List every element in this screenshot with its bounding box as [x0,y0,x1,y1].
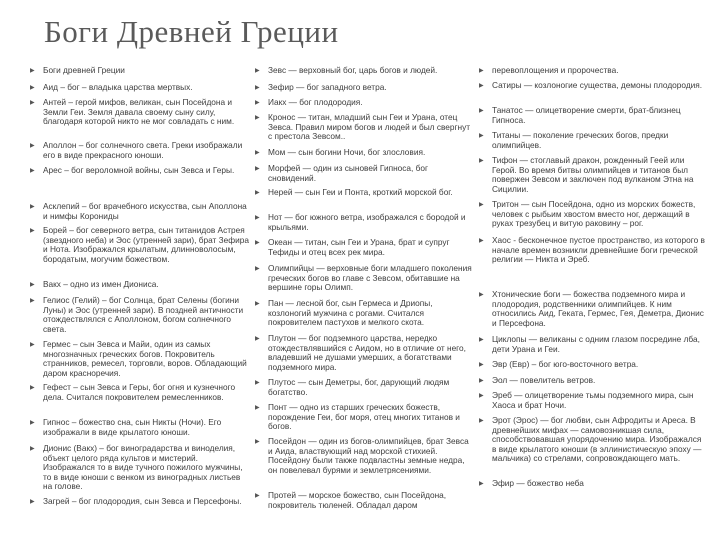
list-item-text: Вакх – одно из имен Диониса. [43,279,159,289]
list-item [253,83,475,93]
bullet-arrow-icon: ▶ [479,238,484,244]
list-item [28,340,250,378]
list-item [477,200,705,229]
list-item-text: Плутон — бог подземного царства, нередко отождествлявшийся с Аидом, но в отличие от него, владевший не душами умерших, а богатствами подземного мира. [268,333,466,372]
list-item-text: Хаос - бесконечное пустое пространство, из которого в начале времен возникли древнейшие боги греческой религии — Никта и Эреб. [492,235,705,265]
list-item [253,98,475,108]
list-item-text: Аид – бог – владыка царства мертвых. [43,82,193,92]
list-item-text: Нот — бог южного ветра, изображался с бородой и крыльями. [268,212,466,232]
bullet-arrow-icon: ▶ [30,168,35,174]
list-item [477,335,705,354]
bullet-arrow-icon: ▶ [479,337,484,343]
bullet-arrow-icon: ▶ [479,202,484,208]
list-item [253,403,475,432]
list-item [28,280,250,290]
list-item [28,296,250,334]
list-item-text: Кронос — титан, младший сын Геи и Урана, отец Зевса. Правил миром богов и людей и был свергнут с престола Зевсом.. [268,112,471,142]
bullet-arrow-icon: ▶ [479,83,484,89]
list-item [253,264,475,293]
list-item-text: Океан — титан, сын Геи и Урана, брат и супруг Тефиды и отец всех рек мира. [268,237,450,257]
bullet-arrow-icon: ▶ [30,446,35,452]
list-item [477,391,705,410]
list-item-text: Танатос — олицетворение смерти, брат-близнец Гипноса. [492,105,681,125]
bullet-arrow-icon: ▶ [30,204,35,210]
list-item-text: перевоплощения и пророчества. [492,65,619,75]
list-item [253,437,475,475]
list-item [477,360,705,370]
list-item-text: Зевс — верховный бог, царь богов и людей. [268,65,438,75]
list-item-text: Аполлон – бог солнечного света. Греки изображали его в виде прекрасного юноши. [43,140,243,160]
list-item-text: Сатиры — козлоногие существа, демоны плодородия. [492,80,703,90]
bullet-arrow-icon: ▶ [30,420,35,426]
page-title: Боги Древней Греции [44,14,339,49]
bullet-arrow-icon: ▶ [479,158,484,164]
list-item-text: Загрей – бог плодородия, сын Зевса и Персефоны. [43,496,242,506]
bullet-arrow-icon: ▶ [255,301,260,307]
list-item [253,299,475,328]
list-item [28,444,250,492]
bullet-arrow-icon: ▶ [255,336,260,342]
list-item [28,98,250,127]
bullet-arrow-icon: ▶ [30,385,35,391]
bullet-arrow-icon: ▶ [479,68,484,74]
list-item-text: Циклопы — великаны с одним глазом посредине лба, дети Урана и Геи. [492,334,700,354]
bullet-arrow-icon: ▶ [30,282,35,288]
list-item-text: Эол — повелитель ветров. [492,375,596,385]
list-item-text: Хтонические боги — божества подземного мира и плодородия, родственники олимпийцев. К ним относились Аид, Геката, Гермес, Гея, Деметра, Дионис и Персефона. [492,289,704,328]
list-item-text: Плутос — сын Деметры, бог, дарующий людям богатство. [268,377,450,397]
list-item [28,497,250,507]
bullet-arrow-icon: ▶ [479,362,484,368]
list-item [477,376,705,386]
list-item [253,378,475,397]
list-item-text: Тритон — сын Посейдона, одно из морских божеств, человек с рыбьим хвостом вместо ног, держащий в руках трезубец и витую раковину – рог. [492,199,696,229]
bullet-arrow-icon: ▶ [479,393,484,399]
list-item-text: Мом — сын богини Ночи, бог злословия. [268,147,426,157]
bullet-arrow-icon: ▶ [30,85,35,91]
list-item-text: Протей — морское божество, сын Посейдона, покровитель тюленей. Обладал даром [268,490,447,510]
list-item [28,202,250,221]
list-item [253,491,475,510]
bullet-arrow-icon: ▶ [479,418,484,424]
list-item-text: Эфир — божество неба [492,478,584,488]
list-item [253,188,475,198]
list-item-text: Морфей — один из сыновей Гипноса, бог сновидений. [268,163,429,183]
bullet-arrow-icon: ▶ [255,266,260,272]
bullet-arrow-icon: ▶ [479,292,484,298]
bullet-arrow-icon: ▶ [30,100,35,106]
bullet-arrow-icon: ▶ [30,298,35,304]
list-item-text: Пан — лесной бог, сын Гермеса и Дриопы, козлоногий мужчина с рогами. Считался покровителем пастухов и мелкого скота. [268,298,433,328]
list-item-text: Боги древней Греции [43,65,125,75]
list-item-text: Эреб — олицетворение тьмы подземного мира, сын Хаоса и брат Ночи. [492,390,694,410]
list-item [28,83,250,93]
list-item-text: Асклепий – бог врачебного искусства, сын Аполлона и нимфы Корониды [43,201,247,221]
bullet-arrow-icon: ▶ [255,115,260,121]
bullet-arrow-icon: ▶ [255,68,260,74]
list-item [253,148,475,158]
bullet-arrow-icon: ▶ [30,228,35,234]
bullet-arrow-icon: ▶ [479,133,484,139]
bullet-arrow-icon: ▶ [479,378,484,384]
bullet-arrow-icon: ▶ [479,108,484,114]
list-item-text: Гефест – сын Зевса и Геры, бог огня и кузнечного дела. Считался покровителем ремесленников. [43,382,236,402]
list-item-text: Иакх — бог плодородия. [268,97,363,107]
list-item [477,416,705,464]
bullet-arrow-icon: ▶ [255,190,260,196]
list-item-text: Эвр (Евр) – бог юго-восточного ветра. [492,359,639,369]
list-item [28,383,250,402]
list-item [477,156,705,194]
bullet-arrow-icon: ▶ [255,405,260,411]
list-item-text: Понт — одно из старших греческих божеств, порождение Геи, бог моря, отец многих титанов и богов. [268,402,460,432]
list-item [253,334,475,372]
bullet-arrow-icon: ▶ [30,499,35,505]
list-item [477,81,705,91]
bullet-arrow-icon: ▶ [255,240,260,246]
list-item-text: Тифон — стоглавый дракон, рожденный Геей или Герой. Во время битвы олимпийцев и титанов был повержен Зевсом и заключен под вулканом Этна на Сицилии. [492,155,694,194]
list-item-text: Гипнос – божество сна, сын Никты (Ночи). Его изображали в виде крылатого юноши. [43,417,222,437]
bullet-arrow-icon: ▶ [255,100,260,106]
list-item [253,164,475,183]
bullet-arrow-icon: ▶ [30,342,35,348]
list-item [253,238,475,257]
bullet-arrow-icon: ▶ [255,380,260,386]
list-item-text: Эрот (Эрос) — бог любви, сын Афродиты и Ареса. В древнейших мифах — самовозникшая сила, способствовавшая упорядочению мира. Изображался в виде крылатого юноши (в эллинистическую эпоху — мальчика) со стрелами, сопровождающего мать. [492,415,702,464]
list-item [477,290,705,328]
list-item [253,66,475,76]
list-item-text: Олимпийцы — верховные боги младшего поколения греческих богов во главе с Зевсом, обитавшие на вершине горы Олимп. [268,263,472,293]
list-item-text: Гермес – сын Зевса и Майи, один из самых многозначных греческих богов. Покровитель странников, ремесел, торговли, воров. Обладающий даром красноречия. [43,339,247,378]
list-item [477,479,705,489]
list-item-text: Борей – бог северного ветра, сын титанидов Астрея (звездного неба) и Эос (утренней зари), брат Зефира и Нота. Изображался крылатым, длинноволосым, бородатым, могучим божеством. [43,225,249,264]
bullet-arrow-icon: ▶ [255,215,260,221]
bullet-arrow-icon: ▶ [30,143,35,149]
list-item-text: Посейдон — один из богов-олимпийцев, брат Зевса и Аида, властвующий над морской стихией. Посейдону были также подвластны земные недра, он повелевал бурями и землетрясениями. [268,436,469,475]
list-item [28,418,250,437]
bullet-arrow-icon: ▶ [30,68,35,74]
list-item [28,66,250,76]
bullet-arrow-icon: ▶ [255,439,260,445]
list-item [28,166,250,176]
list-item [253,113,475,142]
bullet-arrow-icon: ▶ [255,493,260,499]
list-item [477,106,705,125]
list-item-text: Дионис (Вакх) – бог виноградарства и виноделия, объект целого ряда культов и мистерий. Изображался то в виде тучного пожилого мужчины, то в виде юноши с венком из виноградных листьев на голове. [43,443,243,492]
list-item [477,66,705,76]
list-item [477,236,705,265]
list-item-text: Нерей — сын Геи и Понта, кроткий морской бог. [268,187,453,197]
bullet-arrow-icon: ▶ [479,481,484,487]
bullet-arrow-icon: ▶ [255,150,260,156]
list-item-text: Антей – герой мифов, великан, сын Посейдона и Земли Геи. Земля давала своему сыну силу, благодаря которой никто не мог совладать с ним. [43,97,235,127]
bullet-arrow-icon: ▶ [255,166,260,172]
list-item-text: Арес – бог вероломной войны, сын Зевса и Геры. [43,165,235,175]
list-item-text: Титаны — поколение греческих богов, предки олимпийцев. [492,130,669,150]
list-item [253,213,475,232]
list-item-text: Гелиос (Гелий) – бог Солнца, брат Селены (богини Луны) и Эос (утренней зари). В поздней античности отождествлялся с Аполлоном, богом солнечного света. [43,295,244,334]
bullet-arrow-icon: ▶ [255,85,260,91]
list-item-text: Зефир — бог западного ветра. [268,82,387,92]
list-item [28,226,250,264]
list-item [477,131,705,150]
list-item [28,141,250,160]
